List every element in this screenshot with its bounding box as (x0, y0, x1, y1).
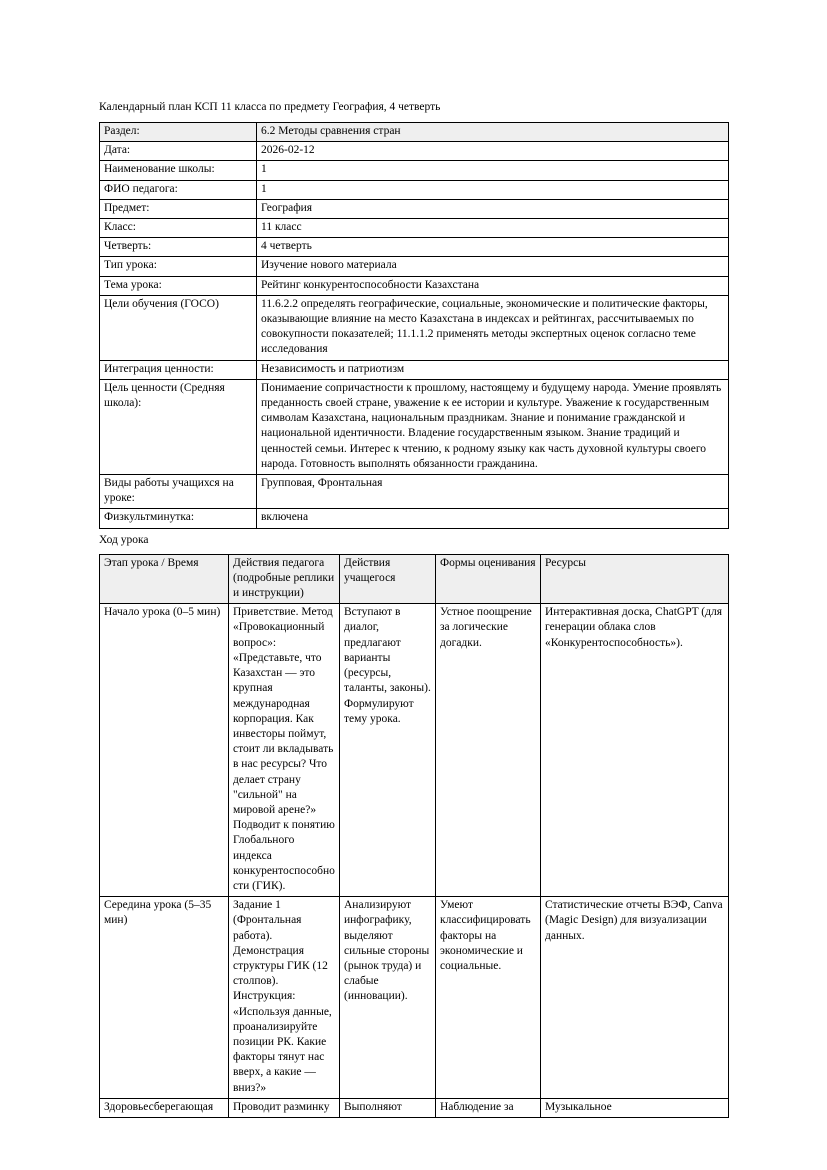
plan-resources-cell: Статистические отчеты ВЭФ, Canva (Magic Design) для визуализации данных. (541, 897, 729, 1099)
table-header-row (100, 554, 729, 604)
info-row-value: включена (257, 509, 729, 528)
info-row-label: Цель ценности (Средняя школа): (100, 379, 257, 474)
info-row-value: 6.2 Методы сравнения стран (257, 123, 729, 142)
table-row (100, 897, 729, 1099)
column-header: Ресурсы (541, 554, 729, 604)
info-row-value: Независимость и патриотизм (257, 360, 729, 379)
table-row (100, 1098, 729, 1117)
plan-assessment-cell: Устное поощрение за логические догадки. (436, 604, 541, 897)
info-row-label: Физкультминутка: (100, 509, 257, 528)
plan-student-cell: Выполняют (340, 1098, 436, 1117)
plan-teacher-cell: Задание 1 (Фронтальная работа). Демонстрация структуры ГИК (12 столпов). Инструкция: «Используя данные, проанализируйте позиции РК. Какие факторы тянут нас вверх, а какие — вниз?» (229, 897, 340, 1099)
info-row-value: 2026-02-12 (257, 142, 729, 161)
info-row-label: Интеграция ценности: (100, 360, 257, 379)
lesson-info-table (99, 122, 729, 529)
info-row-value: География (257, 199, 729, 218)
info-row-value: Изучение нового материала (257, 257, 729, 276)
info-row-value: 1 (257, 180, 729, 199)
table-row (100, 360, 729, 379)
info-row-label: Раздел: (100, 123, 257, 142)
plan-resources-cell: Интерактивная доска, ChatGPT (для генерации облака слов «Конкурентоспособность»). (541, 604, 729, 897)
info-row-value: 11 класс (257, 219, 729, 238)
info-row-value: 1 (257, 161, 729, 180)
info-row-value: Групповая, Фронтальная (257, 475, 729, 509)
column-header: Этап урока / Время (100, 554, 229, 604)
plan-teacher-cell: Проводит разминку (229, 1098, 340, 1117)
lesson-plan-table (99, 554, 729, 1118)
info-row-label: Тема урока: (100, 276, 257, 295)
plan-assessment-cell: Умеют классифицировать факторы на экономические и социальные. (436, 897, 541, 1099)
info-row-label: Виды работы учащихся на уроке: (100, 475, 257, 509)
section-heading-lesson-flow: Ход урока (99, 533, 149, 546)
plan-stage-cell: Середина урока (5–35 мин) (100, 897, 229, 1099)
table-row (100, 257, 729, 276)
table-row (100, 604, 729, 897)
table-row (100, 509, 729, 528)
info-row-label: Тип урока: (100, 257, 257, 276)
plan-student-cell: Анализируют инфографику, выделяют сильные стороны (рынок труда) и слабые (инновации). (340, 897, 436, 1099)
table-row (100, 238, 729, 257)
table-row (100, 180, 729, 199)
lesson-plan-header (100, 554, 729, 604)
table-row (100, 379, 729, 474)
plan-stage-cell: Начало урока (0–5 мин) (100, 604, 229, 897)
info-row-value: Рейтинг конкурентоспособности Казахстана (257, 276, 729, 295)
column-header: Формы оценивания (436, 554, 541, 604)
table-row (100, 123, 729, 142)
info-row-value: Понимаение сопричастности к прошлому, настоящему и будущему народа. Умение проявлять преданность своей стране, уважение к ее истории и культуре. Уважение к государственным символам Казахстана, национальным праздникам. Знание и понимание гражданской и национальной идентичности. Владение государственным языком. Знание традиций и ценностей семьи. Интерес к чтению, к родному языку как часть духовной культуры своего народа. Готовность выполнять обязанности гражданина. (257, 379, 729, 474)
info-row-label: Предмет: (100, 199, 257, 218)
table-row (100, 295, 729, 360)
info-row-value: 11.6.2.2 определять географические, социальные, экономические и политические факторы, оказывающие влияние на место Казахстана в индексах и рейтингах, рассчитываемых по совокупности показателей; 11.1.1.2 применять методы экспертных оценок согласно теме исследования (257, 295, 729, 360)
table-row (100, 219, 729, 238)
column-header: Действия педагога (подробные реплики и инструкции) (229, 554, 340, 604)
plan-assessment-cell: Наблюдение за (436, 1098, 541, 1117)
info-row-label: Дата: (100, 142, 257, 161)
lesson-plan-body (100, 604, 729, 1118)
info-row-label: Четверть: (100, 238, 257, 257)
info-row-label: Наименование школы: (100, 161, 257, 180)
table-row (100, 475, 729, 509)
page-title: Календарный план КСП 11 класса по предмету География, 4 четверть (99, 101, 441, 113)
plan-student-cell: Вступают в диалог, предлагают варианты (ресурсы, таланты, законы). Формулируют тему урока. (340, 604, 436, 897)
info-row-value: 4 четверть (257, 238, 729, 257)
plan-teacher-cell: Приветствие. Метод «Провокационный вопрос»: «Представьте, что Казахстан — это крупная международная корпорация. Как инвесторы поймут, стоит ли вкладывать в нас ресурсы? Что делает страну "сильной" на мировой арене?» Подводит к понятию Глобального индекса конкурентоспособности (ГИК). (229, 604, 340, 897)
lesson-info-body (100, 123, 729, 529)
table-row (100, 161, 729, 180)
column-header: Действия учащегося (340, 554, 436, 604)
table-row (100, 142, 729, 161)
plan-resources-cell: Музыкальное (541, 1098, 729, 1117)
table-row (100, 199, 729, 218)
plan-stage-cell: Здоровьесберегающая (100, 1098, 229, 1117)
info-row-label: ФИО педагога: (100, 180, 257, 199)
info-row-label: Класс: (100, 219, 257, 238)
table-row (100, 276, 729, 295)
info-row-label: Цели обучения (ГОСО) (100, 295, 257, 360)
